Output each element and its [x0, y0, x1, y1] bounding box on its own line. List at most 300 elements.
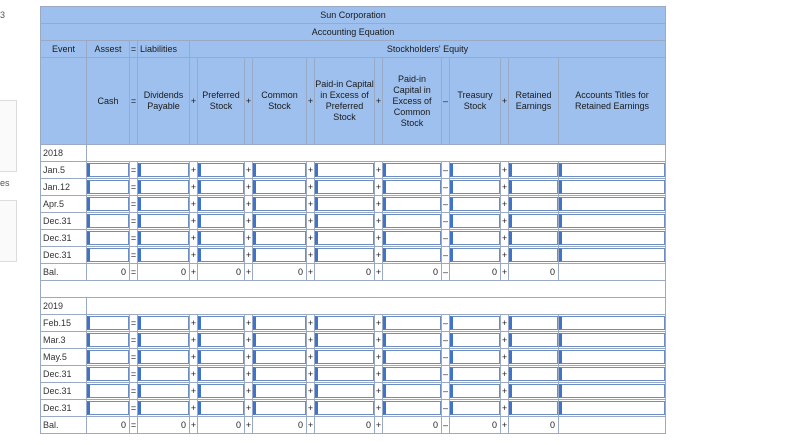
input-preferred[interactable]: [198, 231, 244, 245]
input-treasury[interactable]: [450, 231, 500, 245]
cell-pic_pref: [315, 213, 375, 230]
input-pic_pref[interactable]: [315, 248, 374, 262]
cell-pic_pref: [315, 230, 375, 247]
input-account-title[interactable]: [559, 401, 665, 415]
equity-header: Stockholders' Equity: [190, 41, 666, 58]
cell-dividends: [138, 162, 190, 179]
table-row: [41, 332, 666, 349]
op-plus: +: [245, 264, 253, 281]
cell-account-title: [559, 383, 666, 400]
cell-dividends: [138, 213, 190, 230]
op-plus: +: [501, 332, 509, 349]
input-cash[interactable]: [87, 214, 129, 228]
input-pic_common[interactable]: [383, 197, 441, 211]
total-common: 0: [253, 264, 307, 281]
cell-dividends: [138, 196, 190, 213]
op-minus: –: [442, 417, 450, 434]
total-preferred: 0: [198, 264, 245, 281]
assest-header: Assest: [87, 41, 130, 58]
op-minus: –: [442, 400, 450, 417]
total-retained: 0: [509, 417, 559, 434]
cell-dividends: [138, 366, 190, 383]
cell-retained: [509, 332, 559, 349]
event-date: Dec.31: [41, 247, 87, 264]
op-minus: –: [442, 264, 450, 281]
event-date: Apr.5: [41, 196, 87, 213]
cell-common: [253, 332, 307, 349]
input-pic_common[interactable]: [383, 231, 441, 245]
cell-treasury: [450, 366, 501, 383]
input-common[interactable]: [253, 350, 306, 364]
total-dividends: 0: [138, 417, 190, 434]
input-cash[interactable]: [87, 401, 129, 415]
cell-treasury: [450, 400, 501, 417]
input-account-title[interactable]: [559, 333, 665, 347]
input-account-title[interactable]: [559, 316, 665, 330]
op-minus: –: [442, 230, 450, 247]
cell-common: [253, 400, 307, 417]
op-plus: +: [190, 315, 198, 332]
op-plus: +: [190, 400, 198, 417]
input-pic_pref[interactable]: [315, 231, 374, 245]
cell-pic_common: [383, 230, 442, 247]
cell-pic_pref: [315, 349, 375, 366]
op-plus: +: [245, 400, 253, 417]
year-row-fill: [87, 298, 666, 315]
op-plus: +: [307, 383, 315, 400]
input-preferred[interactable]: [198, 384, 244, 398]
cell-account-title: [559, 366, 666, 383]
year-row-fill: [87, 145, 666, 162]
op-minus: –: [442, 315, 450, 332]
cell-dividends: [138, 247, 190, 264]
op-plus: +: [245, 315, 253, 332]
cell-treasury: [450, 162, 501, 179]
cell-retained: [509, 247, 559, 264]
op-plus: +: [501, 230, 509, 247]
op-plus: +: [501, 417, 509, 434]
total-account-title-blank: [559, 417, 666, 434]
pic-common-col-header: Paid-in Capital in Excess of Common Stock: [383, 58, 442, 145]
cell-preferred: [198, 213, 245, 230]
input-preferred[interactable]: [198, 163, 244, 177]
op-plus: +: [307, 196, 315, 213]
input-pic_pref[interactable]: [315, 384, 374, 398]
input-retained[interactable]: [509, 350, 558, 364]
event-date: Dec.31: [41, 383, 87, 400]
op-minus: –: [442, 332, 450, 349]
total-retained: 0: [509, 264, 559, 281]
total-common: 0: [253, 417, 307, 434]
input-pic_pref[interactable]: [315, 214, 374, 228]
input-retained[interactable]: [509, 248, 558, 262]
year-label: 2018: [41, 145, 87, 162]
op-plus: +: [501, 247, 509, 264]
cell-cash: [87, 247, 130, 264]
balance-row: [41, 264, 666, 281]
preferred-col-header: Preferred Stock: [198, 58, 245, 145]
input-preferred[interactable]: [198, 248, 244, 262]
input-treasury[interactable]: [450, 163, 500, 177]
left-fragment-text: es: [0, 178, 10, 188]
op-plus: +: [501, 264, 509, 281]
input-treasury[interactable]: [450, 367, 500, 381]
input-dividends[interactable]: [138, 197, 189, 211]
op-plus-header: +: [375, 58, 383, 145]
cell-cash: [87, 230, 130, 247]
input-cash[interactable]: [87, 231, 129, 245]
input-pic_common[interactable]: [383, 316, 441, 330]
cell-pic_common: [383, 349, 442, 366]
total-pic_common: 0: [383, 417, 442, 434]
op-eq: =: [130, 162, 138, 179]
event-date: Feb.15: [41, 315, 87, 332]
input-account-title[interactable]: [559, 350, 665, 364]
input-retained[interactable]: [509, 367, 558, 381]
common-col-header: Common Stock: [253, 58, 307, 145]
op-plus: +: [501, 213, 509, 230]
input-common[interactable]: [253, 197, 306, 211]
total-treasury: 0: [450, 264, 501, 281]
cell-retained: [509, 179, 559, 196]
cell-account-title: [559, 230, 666, 247]
op-plus: +: [190, 383, 198, 400]
op-plus: +: [190, 366, 198, 383]
input-preferred[interactable]: [198, 401, 244, 415]
cell-pic_pref: [315, 366, 375, 383]
input-account-title[interactable]: [559, 214, 665, 228]
input-cash[interactable]: [87, 367, 129, 381]
cell-cash: [87, 332, 130, 349]
op-plus-header: +: [245, 58, 253, 145]
op-plus: +: [245, 417, 253, 434]
input-retained[interactable]: [509, 197, 558, 211]
left-panel-fragment: [0, 0, 20, 445]
op-plus: +: [501, 162, 509, 179]
op-minus: –: [442, 383, 450, 400]
event-col-blank: [41, 58, 87, 145]
input-cash[interactable]: [87, 163, 129, 177]
cell-common: [253, 196, 307, 213]
input-common[interactable]: [253, 367, 306, 381]
input-treasury[interactable]: [450, 401, 500, 415]
cell-cash: [87, 196, 130, 213]
input-account-title[interactable]: [559, 231, 665, 245]
cell-preferred: [198, 247, 245, 264]
input-treasury[interactable]: [450, 197, 500, 211]
cell-preferred: [198, 230, 245, 247]
cell-common: [253, 383, 307, 400]
balance-label: Bal.: [41, 417, 87, 434]
cell-retained: [509, 315, 559, 332]
cell-pic_pref: [315, 247, 375, 264]
input-dividends[interactable]: [138, 214, 189, 228]
op-plus: +: [190, 349, 198, 366]
company-name: Sun Corporation: [41, 7, 666, 24]
input-common[interactable]: [253, 384, 306, 398]
input-common[interactable]: [253, 333, 306, 347]
input-pic_common[interactable]: [383, 401, 441, 415]
input-pic_pref[interactable]: [315, 367, 374, 381]
pic-preferred-col-header: Paid-in Capital in Excess of Preferred Stock: [315, 58, 375, 145]
input-dividends[interactable]: [138, 180, 189, 194]
input-cash[interactable]: [87, 248, 129, 262]
table-row: [41, 162, 666, 179]
input-treasury[interactable]: [450, 214, 500, 228]
cell-account-title: [559, 196, 666, 213]
input-pic_common[interactable]: [383, 248, 441, 262]
op-plus: +: [245, 383, 253, 400]
cell-cash: [87, 162, 130, 179]
input-cash[interactable]: [87, 384, 129, 398]
input-pic_common[interactable]: [383, 333, 441, 347]
input-account-title[interactable]: [559, 248, 665, 262]
input-common[interactable]: [253, 316, 306, 330]
cell-dividends: [138, 383, 190, 400]
cell-dividends: [138, 332, 190, 349]
cell-pic_common: [383, 247, 442, 264]
op-eq: =: [130, 179, 138, 196]
event-date: Mar.3: [41, 332, 87, 349]
input-pic_common[interactable]: [383, 350, 441, 364]
input-account-title[interactable]: [559, 367, 665, 381]
op-eq: =: [130, 332, 138, 349]
input-retained[interactable]: [509, 231, 558, 245]
cell-common: [253, 349, 307, 366]
cell-cash: [87, 349, 130, 366]
titles-col-header: Accounts Titles for Retained Earnings: [559, 58, 666, 145]
year-row: [41, 298, 666, 315]
input-pic_pref[interactable]: [315, 333, 374, 347]
op-plus: +: [375, 417, 383, 434]
total-dividends: 0: [138, 264, 190, 281]
input-retained[interactable]: [509, 316, 558, 330]
input-treasury[interactable]: [450, 180, 500, 194]
cell-preferred: [198, 366, 245, 383]
spacer-cell: [41, 281, 666, 298]
op-plus: +: [501, 315, 509, 332]
op-plus: +: [190, 196, 198, 213]
cell-treasury: [450, 196, 501, 213]
op-plus: +: [307, 366, 315, 383]
table-row: [41, 179, 666, 196]
op-eq: =: [130, 400, 138, 417]
op-plus: +: [190, 247, 198, 264]
total-account-title-blank: [559, 264, 666, 281]
input-pic_pref[interactable]: [315, 180, 374, 194]
input-retained[interactable]: [509, 333, 558, 347]
op-minus: –: [442, 247, 450, 264]
op-plus: +: [245, 196, 253, 213]
op-eq: =: [130, 213, 138, 230]
input-preferred[interactable]: [198, 367, 244, 381]
op-plus: +: [375, 247, 383, 264]
cell-retained: [509, 400, 559, 417]
input-common[interactable]: [253, 214, 306, 228]
input-dividends[interactable]: [138, 333, 189, 347]
input-retained[interactable]: [509, 214, 558, 228]
input-cash[interactable]: [87, 197, 129, 211]
input-dividends[interactable]: [138, 163, 189, 177]
input-common[interactable]: [253, 401, 306, 415]
cell-common: [253, 213, 307, 230]
input-preferred[interactable]: [198, 316, 244, 330]
cell-retained: [509, 213, 559, 230]
op-plus: +: [307, 315, 315, 332]
input-pic_common[interactable]: [383, 180, 441, 194]
event-date: Jan.5: [41, 162, 87, 179]
section-spacer: [41, 281, 666, 298]
input-treasury[interactable]: [450, 350, 500, 364]
cell-account-title: [559, 213, 666, 230]
op-plus: +: [307, 162, 315, 179]
equation-title: Accounting Equation: [41, 24, 666, 41]
input-treasury[interactable]: [450, 248, 500, 262]
input-retained[interactable]: [509, 384, 558, 398]
cell-cash: [87, 315, 130, 332]
input-dividends[interactable]: [138, 248, 189, 262]
op-plus: +: [375, 332, 383, 349]
input-dividends[interactable]: [138, 401, 189, 415]
event-date: Dec.31: [41, 213, 87, 230]
input-dividends[interactable]: [138, 384, 189, 398]
input-cash[interactable]: [87, 316, 129, 330]
event-date: May.5: [41, 349, 87, 366]
input-account-title[interactable]: [559, 163, 665, 177]
op-minus: –: [442, 213, 450, 230]
op-minus: –: [442, 366, 450, 383]
cell-retained: [509, 162, 559, 179]
input-account-title[interactable]: [559, 384, 665, 398]
op-plus: +: [190, 332, 198, 349]
cell-pic_common: [383, 196, 442, 213]
cell-retained: [509, 383, 559, 400]
table-row: [41, 230, 666, 247]
cell-pic_pref: [315, 196, 375, 213]
total-pic_pref: 0: [315, 417, 375, 434]
op-plus: +: [190, 162, 198, 179]
treasury-col-header: Treasury Stock: [450, 58, 501, 145]
input-pic_pref[interactable]: [315, 163, 374, 177]
input-dividends[interactable]: [138, 316, 189, 330]
event-date: Jan.12: [41, 179, 87, 196]
op-plus: +: [190, 230, 198, 247]
input-treasury[interactable]: [450, 384, 500, 398]
input-account-title[interactable]: [559, 197, 665, 211]
input-pic_common[interactable]: [383, 214, 441, 228]
op-plus: +: [307, 264, 315, 281]
input-pic_pref[interactable]: [315, 350, 374, 364]
op-eq-header: =: [130, 58, 138, 145]
input-retained[interactable]: [509, 163, 558, 177]
table-row: [41, 383, 666, 400]
input-preferred[interactable]: [198, 333, 244, 347]
cell-pic_common: [383, 315, 442, 332]
input-preferred[interactable]: [198, 180, 244, 194]
input-pic_pref[interactable]: [315, 401, 374, 415]
cell-treasury: [450, 247, 501, 264]
op-plus-header: +: [501, 58, 509, 145]
input-common[interactable]: [253, 248, 306, 262]
input-pic_common[interactable]: [383, 384, 441, 398]
cell-cash: [87, 179, 130, 196]
event-header: Event: [41, 41, 87, 58]
cell-retained: [509, 230, 559, 247]
cash-col-header: Cash: [87, 58, 130, 145]
year-row: [41, 145, 666, 162]
cell-preferred: [198, 196, 245, 213]
op-eq: =: [130, 247, 138, 264]
cell-account-title: [559, 315, 666, 332]
input-dividends[interactable]: [138, 350, 189, 364]
input-pic_common[interactable]: [383, 163, 441, 177]
table-row: [41, 349, 666, 366]
op-plus: +: [307, 417, 315, 434]
cell-cash: [87, 366, 130, 383]
input-pic_pref[interactable]: [315, 316, 374, 330]
op-plus: +: [375, 179, 383, 196]
cell-account-title: [559, 332, 666, 349]
input-treasury[interactable]: [450, 333, 500, 347]
input-treasury[interactable]: [450, 316, 500, 330]
input-preferred[interactable]: [198, 350, 244, 364]
input-pic_common[interactable]: [383, 367, 441, 381]
cell-pic_common: [383, 400, 442, 417]
cell-common: [253, 247, 307, 264]
input-retained[interactable]: [509, 180, 558, 194]
op-plus: +: [501, 400, 509, 417]
op-minus: –: [442, 196, 450, 213]
total-preferred: 0: [198, 417, 245, 434]
input-dividends[interactable]: [138, 367, 189, 381]
op-plus: +: [245, 230, 253, 247]
input-retained[interactable]: [509, 401, 558, 415]
input-common[interactable]: [253, 231, 306, 245]
input-preferred[interactable]: [198, 197, 244, 211]
input-pic_pref[interactable]: [315, 197, 374, 211]
op-plus: +: [245, 332, 253, 349]
input-cash[interactable]: [87, 333, 129, 347]
cell-dividends: [138, 400, 190, 417]
input-account-title[interactable]: [559, 180, 665, 194]
op-plus: +: [307, 179, 315, 196]
liabilities-header: Liabilities: [138, 41, 190, 58]
total-pic_pref: 0: [315, 264, 375, 281]
input-cash[interactable]: [87, 180, 129, 194]
op-eq: =: [130, 349, 138, 366]
input-dividends[interactable]: [138, 231, 189, 245]
cell-cash: [87, 383, 130, 400]
left-panel-box: [0, 100, 17, 172]
op-plus: +: [307, 230, 315, 247]
input-common[interactable]: [253, 180, 306, 194]
input-preferred[interactable]: [198, 214, 244, 228]
cell-common: [253, 366, 307, 383]
op-plus: +: [375, 196, 383, 213]
op-plus-header: +: [307, 58, 315, 145]
cell-pic_pref: [315, 400, 375, 417]
input-cash[interactable]: [87, 350, 129, 364]
left-fragment-number: 3: [0, 10, 6, 20]
cell-treasury: [450, 315, 501, 332]
accounting-equation-table: [40, 6, 666, 434]
cell-treasury: [450, 230, 501, 247]
cell-pic_common: [383, 213, 442, 230]
op-plus: +: [190, 417, 198, 434]
cell-pic_pref: [315, 332, 375, 349]
input-common[interactable]: [253, 163, 306, 177]
balance-row: [41, 417, 666, 434]
